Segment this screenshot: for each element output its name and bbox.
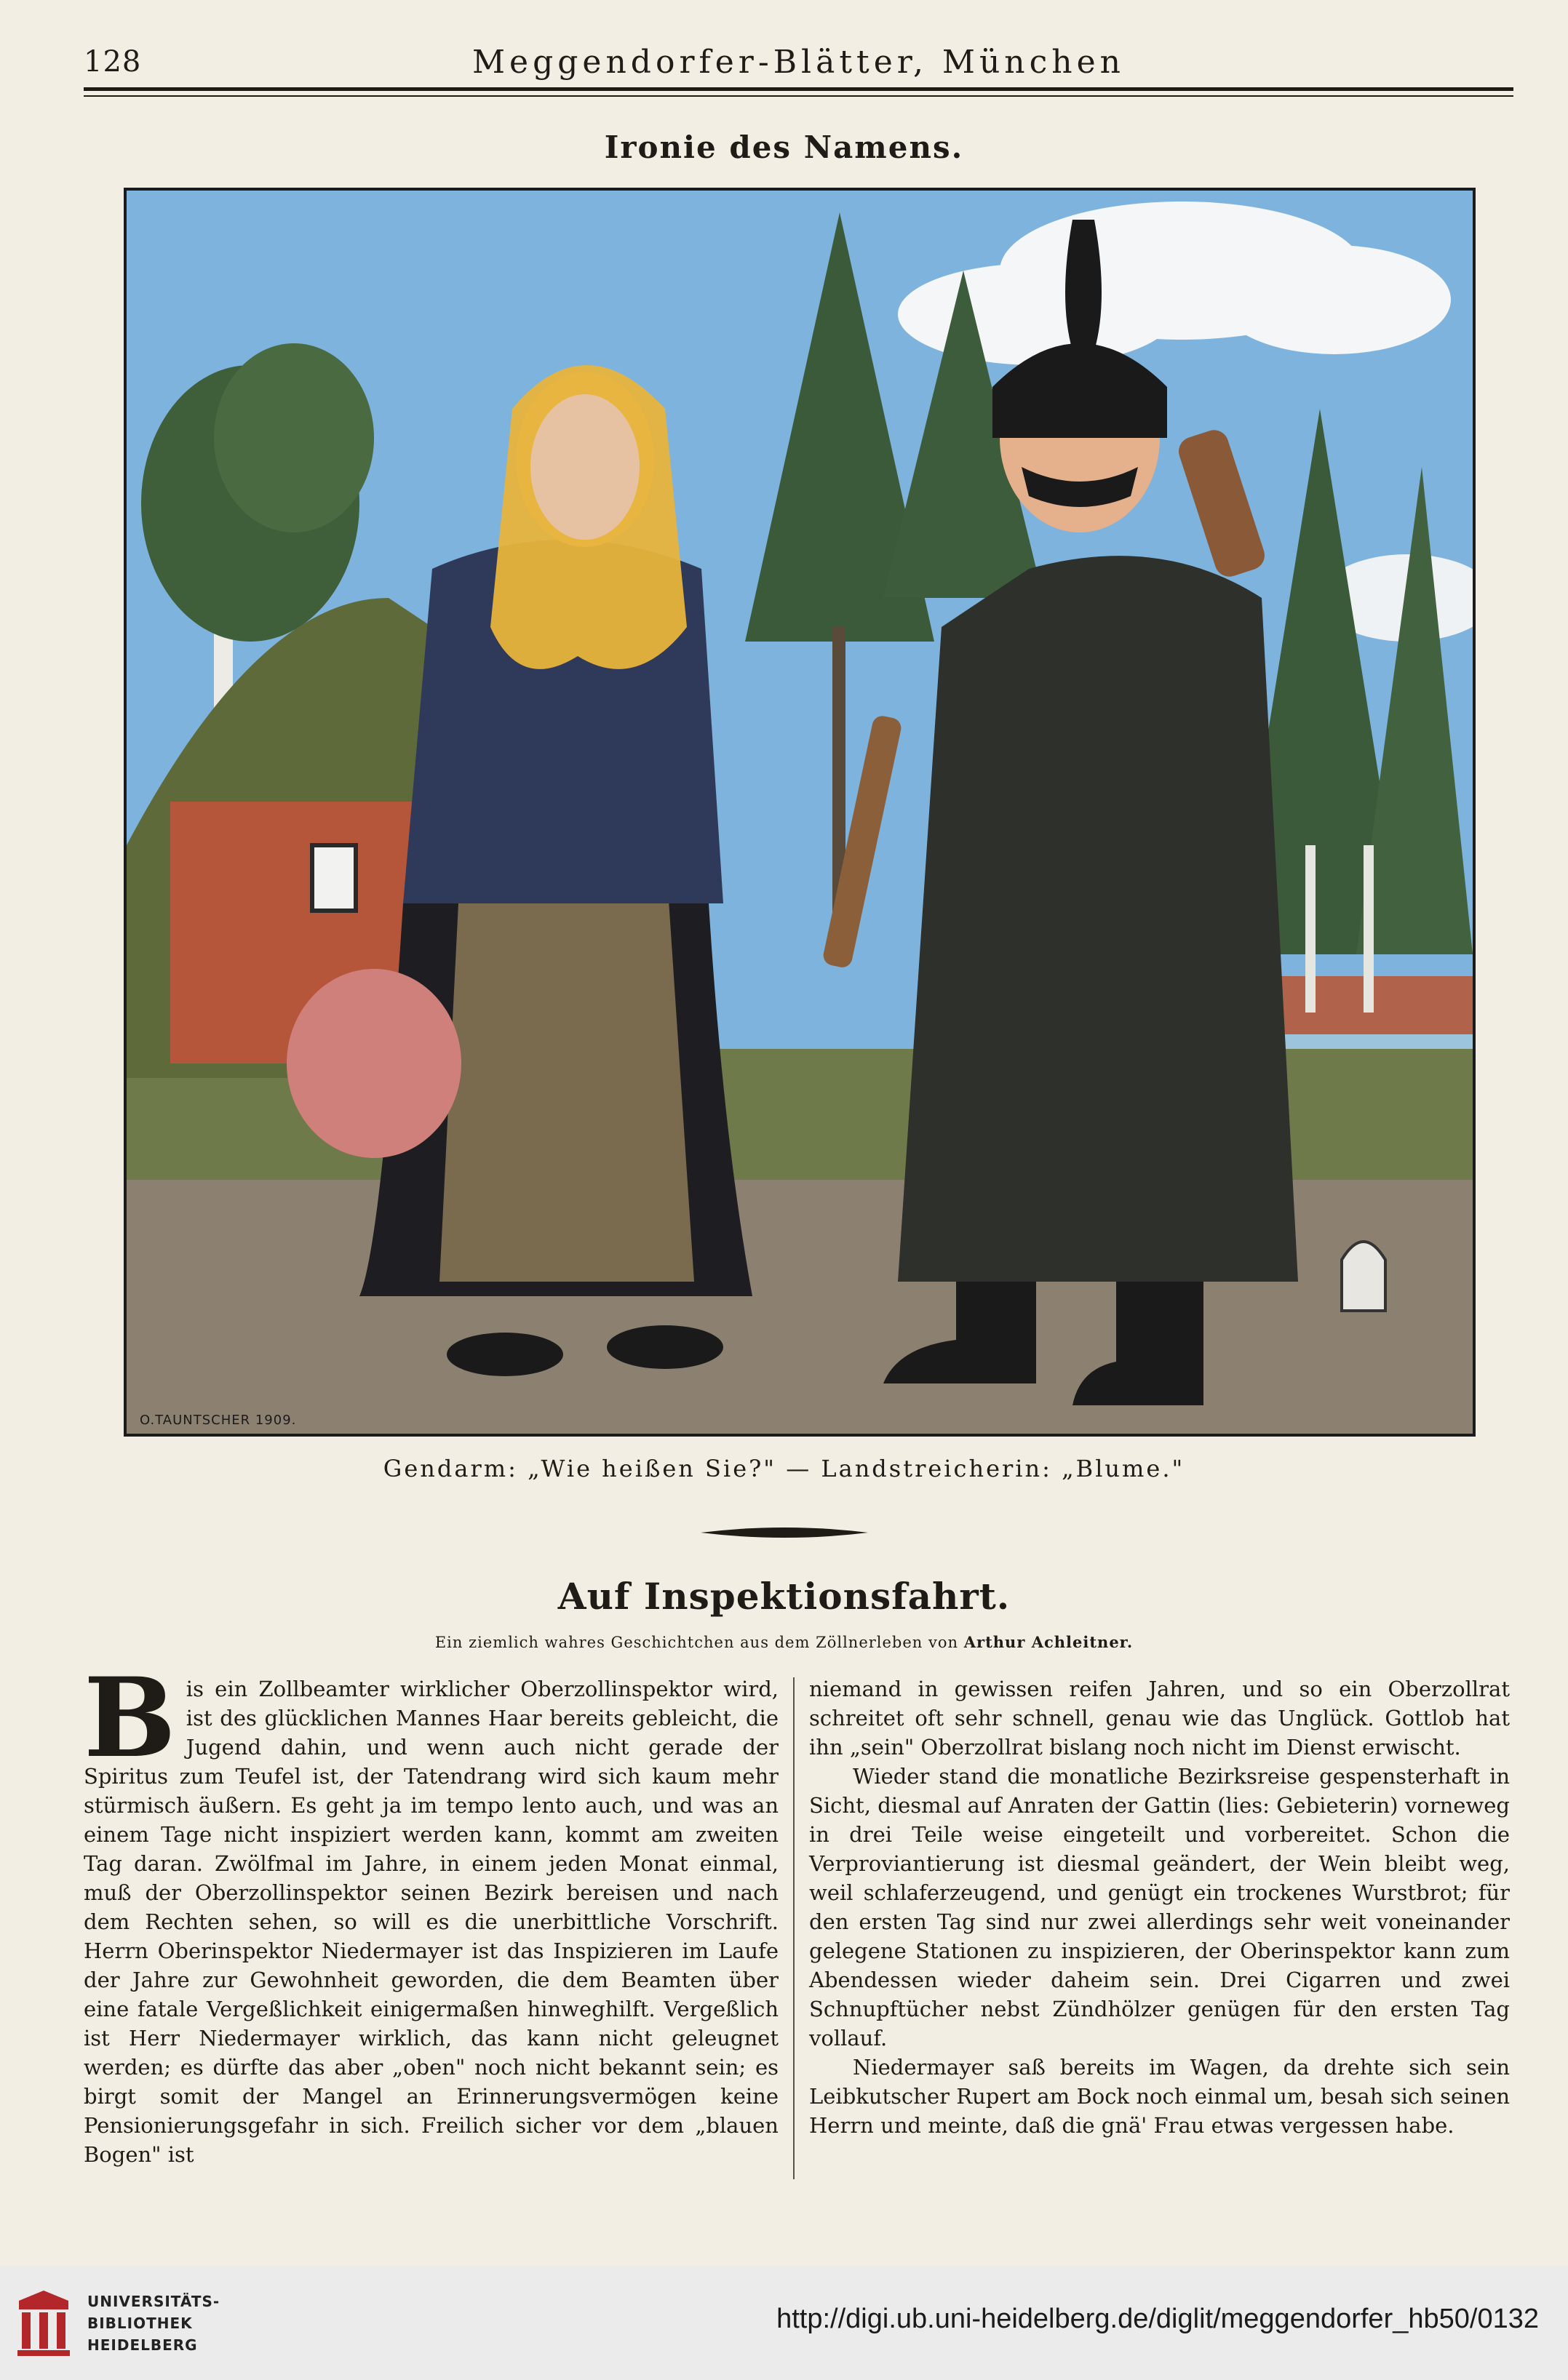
article-title: Auf Inspektionsfahrt.: [557, 1575, 1011, 1618]
header-rule-thin: [84, 95, 1513, 97]
library-name: [87, 2291, 220, 2356]
column-divider: [793, 1677, 795, 2179]
page-number: 128: [84, 45, 142, 79]
paragraph: Wieder stand die monatliche Bezirksreise gespensterhaft in Sicht, diesmal auf Anraten der Gattin (lies: Gebieterin) vorneweg in drei Teile weise eingeteilt und vorbereitet. Schon die Verproviantierung ist diesmal geändert, der Wein bleibt weg, weil schlaferzeugend, und genügt ein trockenes Wurstbrot; für den ersten Tag sind nur zwei allerdings sehr weit voneinander gelegene Stationen zu inspizieren, der Oberinspektor kann zum Abendessen wieder daheim sein. Drei Cigarren und zwei Schnupftücher nebst Zündhölzer genügen für den ersten Tag vollauf.: [809, 1764, 1510, 2050]
cartoon-title: Ironie des Namens.: [604, 129, 964, 165]
page-header: [84, 42, 1513, 86]
paragraph: Niedermayer saß bereits im Wagen, da drehte sich sein Leibkutscher Rupert am Bock noch einmal um, besah sich seinen Herrn und meinte, daß die gnä' Frau etwas vergessen habe.: [809, 2055, 1510, 2138]
drop-cap: B: [84, 1654, 176, 1782]
author-name: Arthur Achleitner.: [963, 1633, 1134, 1651]
cartoon-caption: Gendarm: „Wie heißen Sie?" — Landstreicherin: „Blume.": [383, 1455, 1185, 1482]
cartoon-illustration: [124, 188, 1476, 1437]
left-column-text: is ein Zollbeamter wirklicher Oberzollinspektor wird, ist des glücklichen Mannes Haar bereits gebleicht, die Jugend dahin, und wenn auch nicht gerade der Spiritus zum Teufel ist, der Tatendrang wird sich kaum mehr stürmisch äußern. Es geht ja im tempo lento auch, und was an einem Tage nicht inspiziert werden kann, kommt am zweiten Tag daran. Zwölfmal im Jahre, in einem jeden Monat einmal, muß der Oberzollinspektor seinen Bezirk bereisen und nach dem Rechten sehen, so will es die unerbittliche Vorschrift. Herrn Oberinspektor Niedermayer ist das Inspizieren im Laufe der Jahre zur Gewohnheit geworden, die dem Beamten über eine fatale Vergeßlichkeit einigermaßen hinweghilft. Vergeßlich ist Herr Niedermayer wirklich, das kann nicht geleugnet werden; es dürfte das aber „oben" noch nicht bekannt sein; es birgt somit der Mangel an Erinnerungsvermögen keine Pensionierungsgefahr in sich. Freilich sicher vor dem „blauen Bogen" ist: [84, 1677, 779, 2167]
article-subtitle: [0, 1633, 1568, 1651]
header-rule-thick: [84, 87, 1513, 91]
library-name-line: UNIVERSITÄTS-: [87, 2293, 220, 2310]
divider-ornament: [701, 1524, 868, 1541]
library-name-line: BIBLIOTHEK: [87, 2315, 193, 2332]
university-library-logo: [15, 2288, 73, 2357]
source-url-link[interactable]: http://digi.ub.uni-heidelberg.de/diglit/meggendorfer_hb50/0132: [776, 2304, 1539, 2334]
running-title: Meggendorfer-Blätter, München: [471, 44, 1125, 81]
paragraph: niemand in gewissen reifen Jahren, und so ein Oberzollrat schreitet oft sehr schnell, genau wie das Unglück. Gottlob hat ihn „sein" Oberzollrat bislang noch nicht im Dienst erwischt.: [809, 1677, 1510, 1760]
paragraph-opening: [84, 1654, 779, 2169]
subtitle-text: Ein ziemlich wahres Geschichtchen aus dem Zöllnerleben von: [434, 1634, 959, 1651]
right-column: [809, 1674, 1510, 2140]
library-footer: [0, 2266, 1568, 2380]
left-column: [84, 1654, 779, 2169]
cartoon-drawing: [127, 191, 1473, 1434]
library-name-line: HEIDELBERG: [87, 2336, 198, 2354]
artist-signature: O.TAUNTSCHER 1909.: [140, 1413, 297, 1428]
